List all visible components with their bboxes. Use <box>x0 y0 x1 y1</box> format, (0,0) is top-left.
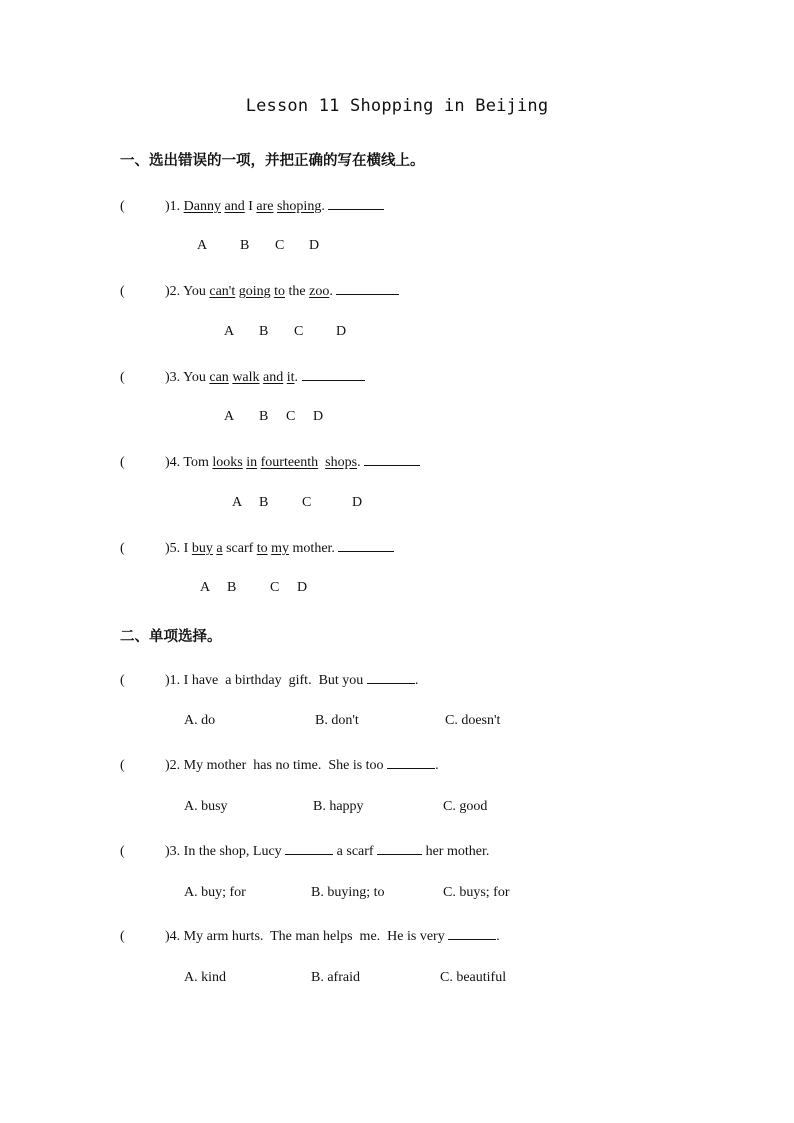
answer-paren: ( <box>120 370 125 385</box>
s1-q5-letter-d: D <box>297 580 308 595</box>
s1-q5-letter-c: C <box>270 580 280 595</box>
s2-q1-option-c: C. doesn't <box>445 713 501 728</box>
s1-q3-letter-d: D <box>313 409 324 424</box>
punct: . <box>357 455 361 470</box>
answer-paren: ( <box>120 455 125 470</box>
option-c-word: are <box>256 199 274 214</box>
answer-paren: ( <box>120 758 125 773</box>
s2-q1-option-a: A. do <box>184 713 216 728</box>
s1-q4-letter-c: C <box>302 495 312 510</box>
plain-word: I <box>183 541 189 556</box>
option-c-word: to <box>256 541 268 556</box>
answer-blank[interactable] <box>364 453 420 466</box>
s1-q2-letter-d: D <box>336 324 347 339</box>
option-b-word: a <box>216 541 223 556</box>
question-number: )4. <box>165 455 181 470</box>
option-b-word: walk <box>232 370 260 385</box>
s2-q3-option-b: B. buying; to <box>311 885 385 900</box>
s2-q2-option-c: C. good <box>443 799 488 814</box>
s1-q3-letter-c: C <box>286 409 296 424</box>
s1-q2-letter-c: C <box>294 324 304 339</box>
option-b-word: and <box>224 199 245 214</box>
s1-q4-letter-b: B <box>259 495 269 510</box>
worksheet-title: Lesson 11 Shopping in Beijing <box>245 96 549 116</box>
s1-q4-letter-d: D <box>352 495 363 510</box>
answer-blank[interactable] <box>387 756 435 769</box>
answer-paren: ( <box>120 284 125 299</box>
option-b-word: going <box>238 284 271 299</box>
question-text: My mother has no time. She is too <box>183 758 384 773</box>
punct: . <box>496 929 500 944</box>
option-d-word: my <box>271 541 290 556</box>
question-text-middle: a scarf <box>336 844 374 859</box>
s1-question-2 <box>120 282 399 300</box>
s2-q2-option-a: A. busy <box>184 799 228 814</box>
answer-paren: ( <box>120 844 125 859</box>
question-text: I have a birthday gift. But you <box>183 673 364 688</box>
option-a-word: looks <box>212 455 243 470</box>
s2-question-1 <box>120 671 418 689</box>
plain-word: I <box>248 199 253 214</box>
question-number: )4. <box>165 929 181 944</box>
option-a-word: Danny <box>183 199 221 214</box>
s1-question-1 <box>120 197 384 215</box>
s1-q2-letter-a: A <box>224 324 235 339</box>
question-number: )1. <box>165 199 181 214</box>
question-number: )3. <box>165 370 181 385</box>
question-number: )3. <box>165 844 181 859</box>
s2-question-3 <box>120 842 489 860</box>
question-text: In the shop, Lucy <box>183 844 282 859</box>
s2-q4-option-a: A. kind <box>184 970 226 985</box>
s2-q4-option-c: C. beautiful <box>440 970 507 985</box>
option-d-word: shoping <box>276 199 322 214</box>
answer-paren: ( <box>120 929 125 944</box>
option-c-word: fourteenth <box>260 455 319 470</box>
answer-paren: ( <box>120 199 125 214</box>
s1-q1-letter-c: C <box>275 238 285 253</box>
question-number: )2. <box>165 758 181 773</box>
plain-word: You <box>183 370 206 385</box>
s2-question-2 <box>120 756 439 774</box>
punct: . <box>321 199 325 214</box>
answer-blank[interactable] <box>336 282 399 295</box>
option-a-word: can <box>209 370 229 385</box>
s2-q4-option-b: B. afraid <box>311 970 360 985</box>
option-d-word: it <box>286 370 295 385</box>
s2-question-4 <box>120 927 500 945</box>
answer-blank-1[interactable] <box>285 842 333 855</box>
option-a-word: can't <box>209 284 236 299</box>
question-number: )2. <box>165 284 181 299</box>
option-c-word: and <box>263 370 284 385</box>
s2-q1-option-b: B. don't <box>315 713 359 728</box>
plain-word: You <box>183 284 206 299</box>
option-b-word: in <box>246 455 258 470</box>
answer-blank[interactable] <box>338 539 394 552</box>
answer-blank[interactable] <box>367 671 415 684</box>
punct: . <box>414 673 419 688</box>
section-1-heading: 一、选出错误的一项，并把正确的写在横线上。 <box>120 153 425 169</box>
s2-q3-option-a: A. buy; for <box>184 885 246 900</box>
question-number: )1. <box>165 673 181 688</box>
s1-q1-letter-a: A <box>197 238 208 253</box>
s1-q4-letter-a: A <box>232 495 243 510</box>
s2-q3-option-c: C. buys; for <box>443 885 510 900</box>
s1-q1-letter-d: D <box>309 238 320 253</box>
punct: . <box>294 370 299 385</box>
option-a-word: buy <box>191 541 213 556</box>
punct: . <box>435 758 439 773</box>
s1-q1-letter-b: B <box>240 238 250 253</box>
answer-blank-2[interactable] <box>377 842 422 855</box>
plain-word: scarf <box>226 541 254 556</box>
plain-word: Tom <box>183 455 209 470</box>
s1-question-4 <box>120 453 420 471</box>
option-c-word: to <box>274 284 285 299</box>
question-number: )5. <box>165 541 181 556</box>
plain-word: mother. <box>292 541 335 556</box>
question-text-end: her mother. <box>425 844 490 859</box>
question-text: My arm hurts. The man helps me. He is very <box>183 929 445 944</box>
answer-paren: ( <box>120 673 125 688</box>
option-d-word: shops <box>325 455 358 470</box>
answer-blank[interactable] <box>302 368 365 381</box>
plain-word: the <box>288 284 306 299</box>
s1-q3-letter-b: B <box>259 409 269 424</box>
option-d-word: zoo <box>309 284 330 299</box>
s1-q5-letter-b: B <box>227 580 237 595</box>
answer-blank[interactable] <box>448 927 496 940</box>
answer-paren: ( <box>120 541 125 556</box>
s2-q2-option-b: B. happy <box>313 799 364 814</box>
section-2-heading: 二、单项选择。 <box>120 629 222 645</box>
s1-question-3 <box>120 368 365 386</box>
punct: . <box>329 284 333 299</box>
s1-q3-letter-a: A <box>224 409 235 424</box>
s1-q5-letter-a: A <box>200 580 211 595</box>
s1-question-5 <box>120 539 394 557</box>
answer-blank[interactable] <box>328 197 384 210</box>
s1-q2-letter-b: B <box>259 324 269 339</box>
